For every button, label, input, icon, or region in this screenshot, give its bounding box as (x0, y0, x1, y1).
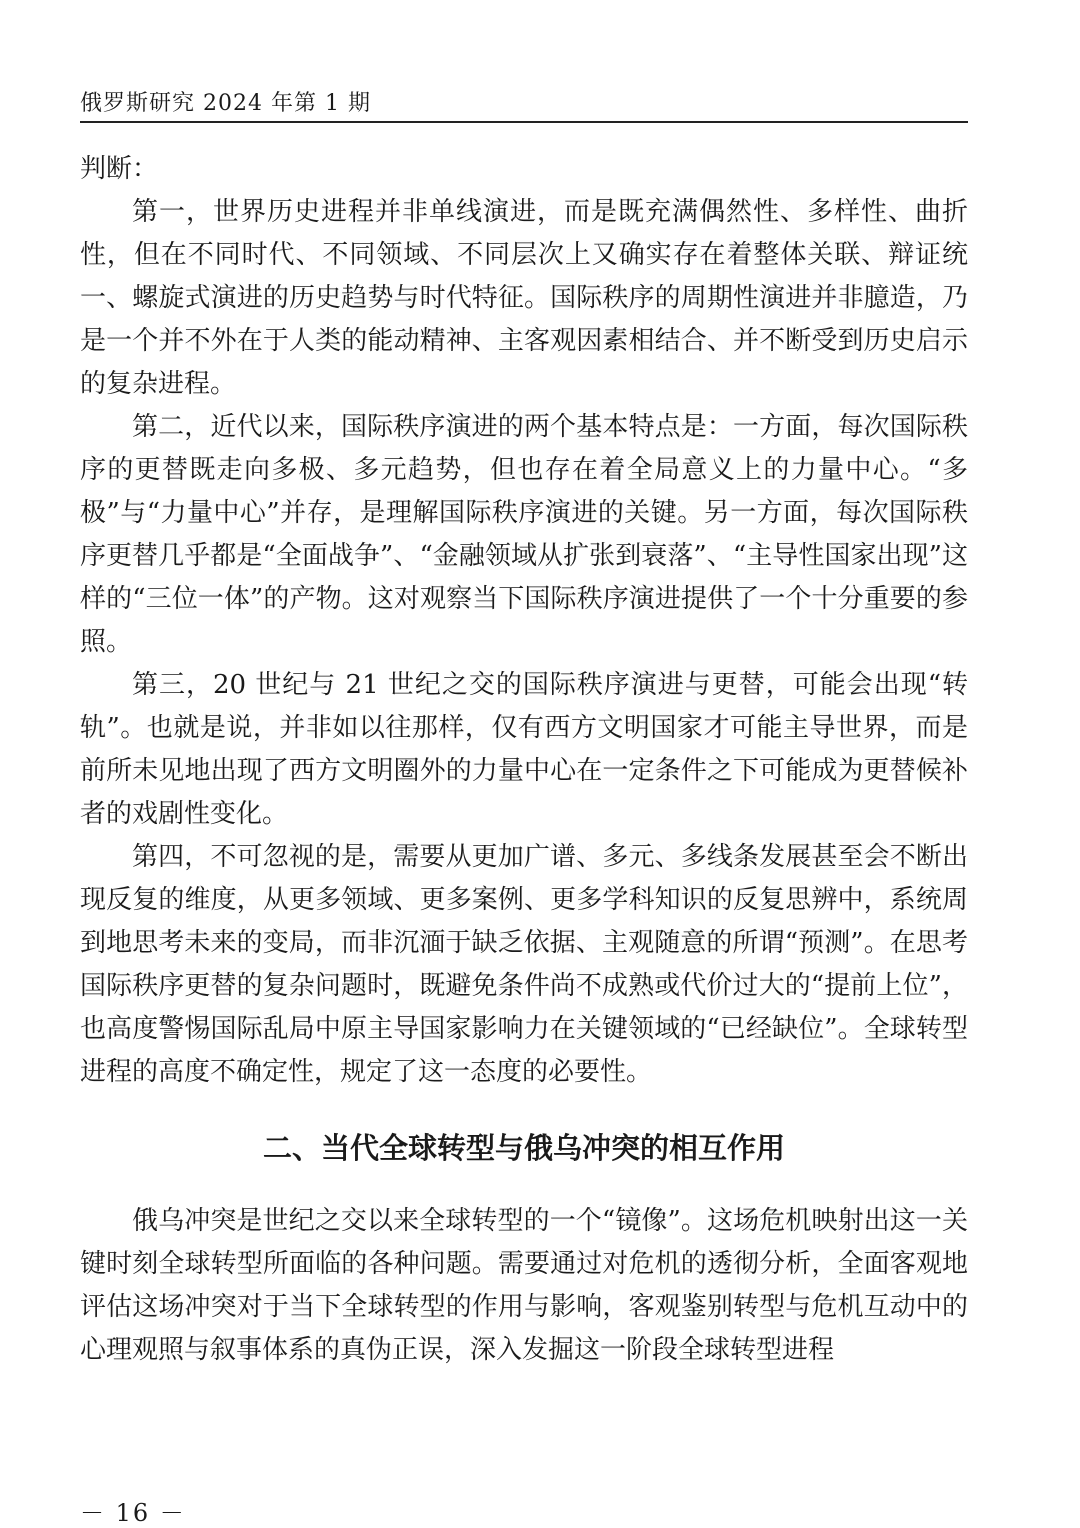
section-title: 二、当代全球转型与俄乌冲突的相互作用 (262, 1131, 785, 1165)
paragraph-first: 第一，世界历史进程并非单线演进，而是既充满偶然性、多样性、曲折性，但在不同时代、不同领域、不同层次上又确实存在着整体关联、辩证统一、螺旋式演进的历史趋势与时代特征。国际秩序的周期性演进并非臆造，乃是一个并不外在于人类的能动精神、主客观因素相结合、并不断受到历史启示的复杂进程。 (80, 197, 968, 399)
section-paragraph: 俄乌冲突是世纪之交以来全球转型的一个“镜像”。这场危机映射出这一关键时刻全球转型所面临的各种问题。需要通过对危机的透彻分析，全面客观地评估这场冲突对于当下全球转型的作用与影响，客观鉴别转型与危机互动中的心理观照与叙事体系的真伪正误，深入发掘这一阶段全球转型进程 (80, 1206, 968, 1365)
paragraph-fourth: 第四，不可忽视的是，需要从更加广谱、多元、多线条发展甚至会不断出现反复的维度，从更多领域、更多案例、更多学科知识的反复思辨中，系统周到地思考未来的变局，而非沉湎于缺乏依据、主观随意的所谓“预测”。在思考国际秩序更替的复杂问题时，既避免条件尚不成熟或代价过大的“提前上位”，也高度警惕国际乱局中原主导国家影响力在关键领域的“已经缺位”。全球转型进程的高度不确定性，规定了这一态度的必要性。 (80, 842, 968, 1087)
page-number: － 16 － (80, 1499, 186, 1527)
paragraph-second: 第二，近代以来，国际秩序演进的两个基本特点是：一方面，每次国际秩序的更替既走向多极、多元趋势，但也存在着全局意义上的力量中心。“多极”与“力量中心”并存，是理解国际秩序演进的关键。另一方面，每次国际秩序更替几乎都是“全面战争”、“金融领域从扩张到衰落”、“主导性国家出现”这样的“三位一体”的产物。这对观察当下国际秩序演进提供了一个十分重要的参照。 (80, 412, 968, 657)
article-body (80, 148, 968, 1372)
header-rule (80, 121, 968, 123)
lead-line: 判断： (80, 154, 159, 184)
running-header: 俄罗斯研究 2024 年第 1 期 (80, 91, 371, 116)
paragraph-third: 第三，20 世纪与 21 世纪之交的国际秩序演进与更替，可能会出现“转轨”。也就是说，并非如以往那样，仅有西方文明国家才可能主导世界，而是前所未见地出现了西方文明圈外的力量中心在一定条件之下可能成为更替候补者的戏剧性变化。 (80, 670, 968, 829)
